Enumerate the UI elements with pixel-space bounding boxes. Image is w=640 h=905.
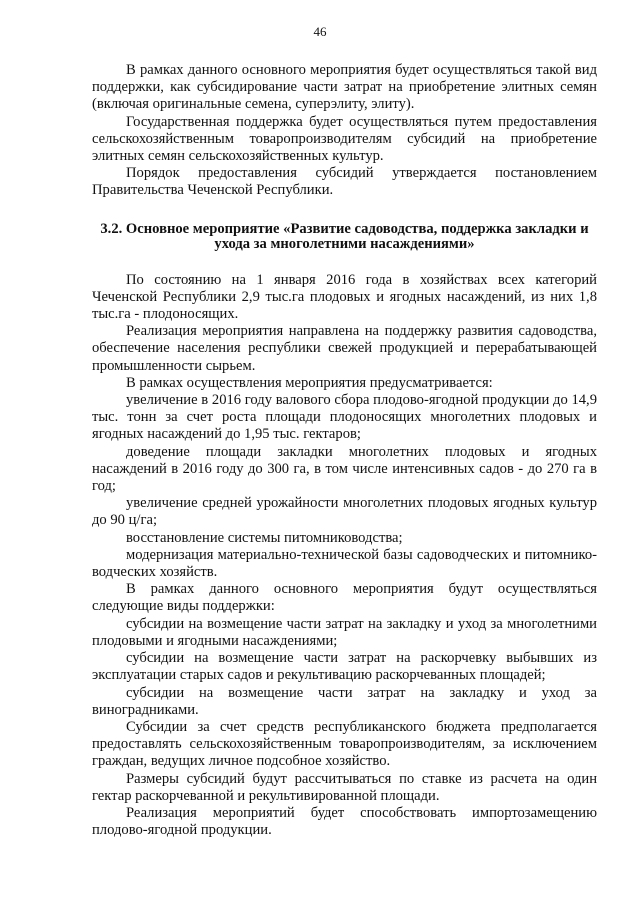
list-item: модернизация материально-технической базы садоводческих и питомнико-водческих хозяйств. (92, 546, 597, 581)
list-item: восстановление системы питомниководства; (126, 529, 403, 546)
body-paragraph: Размеры субсидий будут рассчитываться по ставке из расчета на один гектар раскорчеванной и рекультивированной площади. (92, 770, 597, 804)
document-body (92, 62, 597, 839)
intro-paragraph: Государственная поддержка будет осуществляться путем предоставления сельскохозяйственным товаропроизводителям субсидий на приобретение элитных семян сельскохозяйственных культур. (92, 113, 597, 165)
intro-paragraph: Порядок предоставления субсидий утверждается постановлением Правительства Чеченской Республики. (92, 165, 597, 199)
list-item: субсидии на возмещение части затрат на раскорчевку выбывших из эксплуатации старых садов и рекультивацию раскорчеванных площадей; (92, 650, 597, 684)
list-item: доведение площади закладки многолетних плодовых и ягодных насаждений в 2016 году до 300 га, в том числе интенсивных садов - до 270 га в год; (92, 443, 597, 495)
page-number: 46 (313, 24, 327, 39)
body-paragraph: Субсидии за счет средств республиканского бюджета предполагается предоставлять сельскохозяйственным товаропроизводителям, за исключением граждан, ведущих личное подсобное хозяйство. (92, 718, 597, 770)
body-paragraph: Реализация мероприятий будет способствовать импортозамещению плодово-ягодной продукции. (92, 804, 597, 839)
list-item: увеличение средней урожайности многолетних плодовых ягодных культур до 90 ц/га; (92, 495, 597, 529)
section-heading: 3.2. Основное мероприятие «Развитие садоводства, поддержка закладки и ухода за многолетними насаждениями» (100, 220, 589, 252)
body-paragraph: В рамках осуществления мероприятия предусматривается: (126, 374, 493, 391)
body-paragraph: Реализация мероприятия направлена на поддержку развития садоводства, обеспечение населения республики свежей продукцией и перерабатывающей промышленности сырьем. (92, 323, 597, 374)
list-item: увеличение в 2016 году валового сбора плодово-ягодной продукции до 14,9 тыс. тонн за счет роста площади плодоносящих многолетних плодовых и ягодных насаждений до 1,95 тыс. гектаров; (92, 392, 597, 443)
list-item: субсидии на возмещение части затрат на закладку и уход за многолетними плодовыми и ягодными насаждениями; (92, 615, 597, 649)
list-item: субсидии на возмещение части затрат на закладку и уход за виноградниками. (92, 684, 597, 718)
body-paragraph: В рамках данного основного мероприятия будут осуществляться следующие виды поддержки: (92, 581, 597, 615)
body-paragraph: По состоянию на 1 января 2016 года в хозяйствах всех категорий Чеченской Республики 2,9 тыс.га плодовых и ягодных насаждений, из них 1,8 тыс.га - плодоносящих. (92, 271, 597, 323)
intro-paragraph: В рамках данного основного мероприятия будет осуществляться такой вид поддержки, как субсидирование части затрат на приобретение элитных семян (включая оригинальные семена, суперэлиту, элиту). (92, 62, 597, 113)
